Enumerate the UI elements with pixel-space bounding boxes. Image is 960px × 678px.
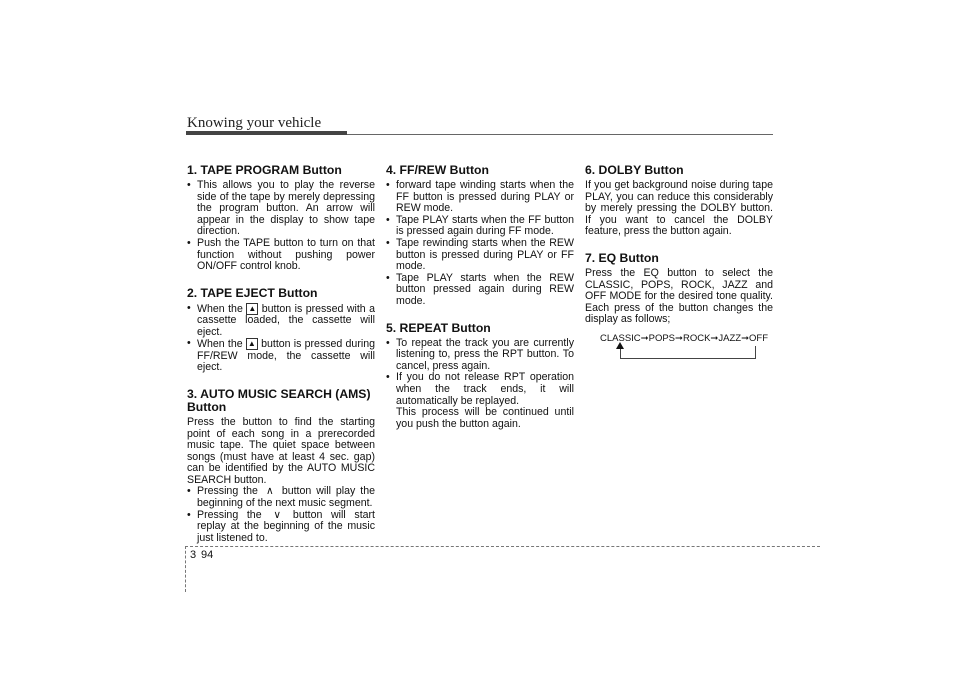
text: Pressing the [197, 508, 262, 521]
list-item: • This allows you to play the reverse side of the tape by merely depressing the program button. An arrow will appear in the display to show tape direction. [187, 180, 375, 238]
heading-dolby: 6. DOLBY Button [585, 163, 684, 177]
chevron-down-icon: ∨ [273, 508, 282, 521]
list-item: • Tape PLAY starts when the REW button pressed again during REW mode. [386, 273, 574, 308]
chevron-up-icon: ∧ [265, 485, 274, 498]
text: When the [197, 338, 243, 351]
cycle-loop-line [620, 346, 756, 359]
list-item [187, 338, 375, 374]
list-item [187, 486, 375, 509]
section-header: Knowing your vehicle [187, 115, 322, 131]
header-rule [347, 134, 773, 135]
column-3 [585, 164, 773, 326]
footer-divider [185, 546, 186, 592]
arrow-up-icon [616, 342, 624, 349]
text: When the [197, 302, 243, 315]
paragraph: If you get background noise during tape PLAY, you can reduce this considerably by merely pressing the DOLBY button. If you want to cancel the DOLBY feature, press the button again. [585, 179, 773, 238]
heading-tape-eject: 2. TAPE EJECT Button [187, 285, 318, 300]
paragraph: This process will be continued until you push the button again. [396, 406, 574, 430]
paragraph: Press the button to find the starting point of each song in a prerecorded music tape. The quiet space between songs (must have at least 4 sec. gap) can be identified by the AUTO MUSIC SEARCH button. [187, 415, 375, 486]
text: button will start replay at the beginning of the music just listened to. [197, 508, 375, 544]
text: Pressing the [197, 485, 258, 498]
text: button is pressed during FF/REW mode, the cassette will eject. [197, 338, 375, 374]
column-1 [187, 164, 375, 544]
header-bar [186, 131, 347, 135]
list-item [187, 510, 375, 545]
footer-rule [185, 546, 820, 547]
list-item [187, 303, 375, 339]
heading-ams: 3. AUTO MUSIC SEARCH (AMS) Button [187, 386, 371, 414]
text: button is pressed with a cassette loaded, the cassette will eject. [197, 302, 375, 338]
list-item: • To repeat the track you are currently listening to, press the RPT button. To cancel, press again. [386, 338, 574, 373]
heading-repeat: 5. REPEAT Button [386, 320, 491, 335]
column-2 [386, 164, 574, 430]
heading-eq: 7. EQ Button [585, 250, 659, 265]
list-item: • forward tape winding starts when the FF button is pressed during PLAY or REW mode. [386, 180, 574, 215]
heading-tape-program: 1. TAPE PROGRAM Button [187, 163, 342, 177]
list-item: • Tape PLAY starts when the FF button is pressed again during FF mode. [386, 215, 574, 238]
eq-mode-cycle: CLASSIC➞POPS➞ROCK➞JAZZ➞OFF [600, 333, 769, 344]
list-item: • Tape rewinding starts when the REW button is pressed during PLAY or FF mode. [386, 238, 574, 273]
chapter-number: 3 [190, 549, 197, 561]
eject-icon: ▲ [246, 338, 258, 350]
heading-ff-rew: 4. FF/REW Button [386, 163, 489, 177]
list-item: • Push the TAPE button to turn on that function without pushing power ON/OFF control knob. [187, 238, 375, 273]
text: button will play the beginning of the next music segment. [197, 485, 375, 510]
list-item: • If you do not release RPT operation when the track ends, it will automatically be replayed. [386, 372, 574, 407]
eject-icon: ▲ [246, 303, 258, 315]
paragraph: Press the EQ button to select the CLASSIC, POPS, ROCK, JAZZ and OFF MODE for the desired tone quality. Each press of the button changes the display as follows; [585, 266, 773, 326]
page-number: 94 [201, 549, 214, 561]
